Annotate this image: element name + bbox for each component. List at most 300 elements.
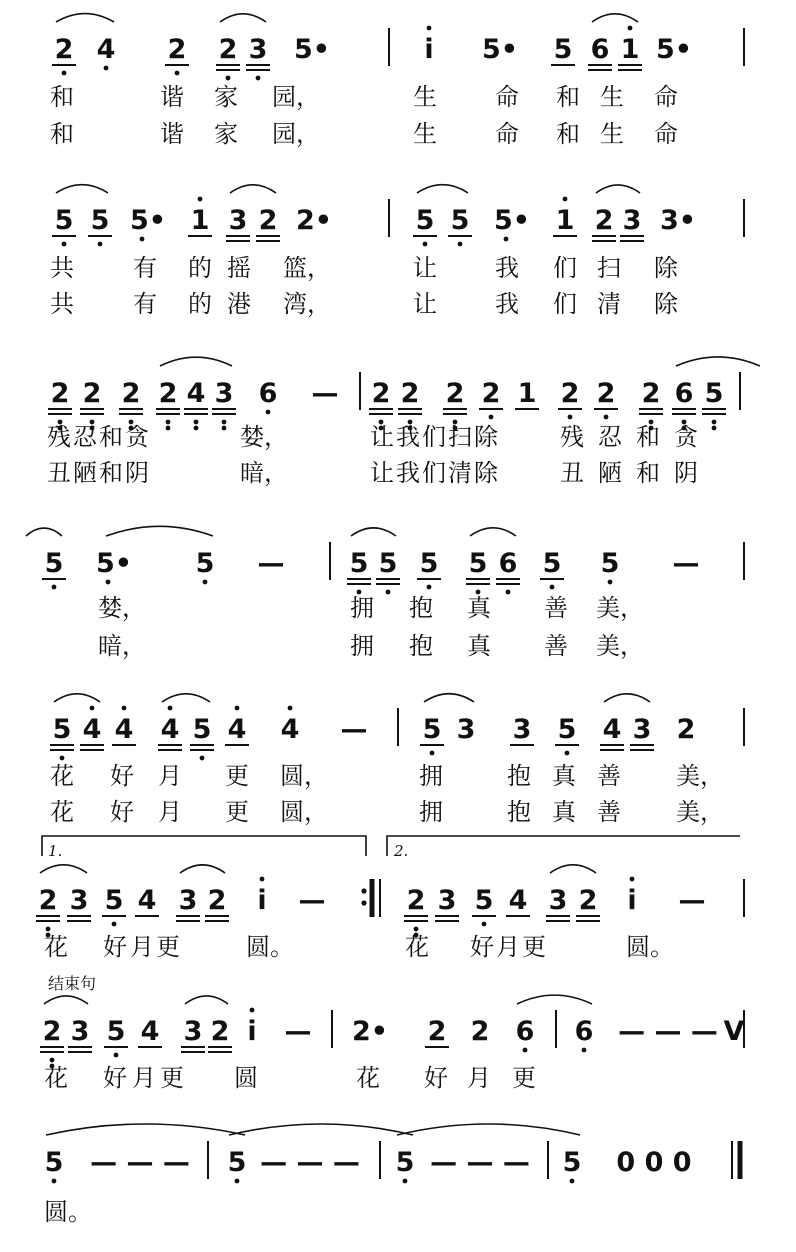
- slur: [676, 357, 760, 366]
- lyric: 和: [636, 423, 660, 451]
- lyric: 除: [474, 459, 498, 487]
- note: — — —: [90, 1147, 190, 1178]
- slur: [517, 995, 592, 1004]
- lyric: 月: [467, 1064, 491, 1092]
- note: 6: [674, 378, 694, 409]
- lyric: 们: [422, 423, 446, 451]
- octave-dot-above: [122, 706, 127, 711]
- octave-dot-below: [46, 927, 51, 932]
- note: 2: [258, 205, 278, 236]
- lyric: 花: [44, 933, 68, 961]
- note: 5: [52, 714, 72, 745]
- octave-dot-below: [114, 1053, 119, 1058]
- note: 5•: [493, 205, 531, 236]
- octave-dot-below: [52, 585, 57, 590]
- lyric: 园，: [272, 83, 320, 111]
- notation-line: [40, 995, 745, 1068]
- octave-dot-below: [504, 237, 509, 242]
- lyric: 丑: [47, 459, 71, 487]
- slur: [397, 1124, 580, 1135]
- octave-dot-below: [482, 922, 487, 927]
- note: 5: [557, 714, 577, 745]
- note: 4: [227, 714, 247, 745]
- note: 5: [349, 548, 369, 579]
- slur: [162, 694, 210, 702]
- lyric: 残: [47, 423, 71, 451]
- lyric: 暗，: [98, 632, 146, 660]
- octave-dot-above: [168, 706, 173, 711]
- note: 2: [371, 378, 391, 409]
- note: 3: [70, 1016, 90, 1047]
- note: 1: [620, 34, 640, 65]
- note: 2: [400, 378, 420, 409]
- octave-dot-below: [140, 237, 145, 242]
- lyric: 和: [556, 83, 580, 111]
- octave-dot-below: [166, 420, 171, 425]
- note: 4: [96, 34, 116, 65]
- note: 3: [622, 205, 642, 236]
- lyric: 我: [495, 290, 519, 318]
- note: 0 0 0: [616, 1147, 692, 1178]
- slur: [604, 694, 650, 702]
- lyric: 花: [50, 798, 74, 826]
- lyric: 善: [597, 798, 621, 826]
- lyric: 和: [50, 83, 74, 111]
- note: 5•: [95, 548, 133, 579]
- note: 6: [590, 34, 610, 65]
- octave-dot-below: [427, 585, 432, 590]
- lyric: 陋: [73, 459, 97, 487]
- note: 2: [121, 378, 141, 409]
- octave-dot-below: [62, 71, 67, 76]
- octave-dot-below: [604, 415, 609, 420]
- lyric: 月: [158, 762, 182, 790]
- lyric: 园，: [272, 120, 320, 148]
- repeat-dot: [361, 900, 366, 905]
- lyric: 美，: [676, 762, 724, 790]
- lyric: 抱: [409, 594, 433, 622]
- note: V: [723, 1016, 745, 1047]
- lyric: 阴: [674, 459, 698, 487]
- note: 5•: [655, 34, 693, 65]
- note: 3: [437, 885, 457, 916]
- octave-dot-below: [226, 76, 231, 81]
- lyric: 丑: [560, 459, 584, 487]
- note: 4: [186, 378, 206, 409]
- lyric: 善: [544, 594, 568, 622]
- lyric: 我: [396, 459, 420, 487]
- octave-dot-below: [256, 76, 261, 81]
- lyric: 花: [44, 1064, 68, 1092]
- note: i: [247, 1016, 257, 1047]
- lyric: 拥: [350, 632, 374, 660]
- slur: [596, 185, 640, 193]
- lyric: 月: [130, 933, 154, 961]
- note: 4: [508, 885, 528, 916]
- lyric: 贪: [125, 423, 149, 451]
- octave-dot-below: [106, 580, 111, 585]
- note: 2: [207, 885, 227, 916]
- note: —: [311, 378, 339, 409]
- note: 2: [158, 378, 178, 409]
- octave-dot-above: [630, 877, 635, 882]
- lyric: 真: [467, 594, 491, 622]
- octave-dot-below: [175, 71, 180, 76]
- lyric: 们: [422, 459, 446, 487]
- octave-dot-below: [98, 242, 103, 247]
- first-ending-bracket: [42, 836, 366, 856]
- lyric: 生: [600, 83, 624, 111]
- note: 1: [190, 205, 210, 236]
- second-ending-label: 2.: [394, 842, 409, 860]
- octave-dot-below: [403, 1179, 408, 1184]
- lyric: 月: [132, 1064, 156, 1092]
- note: 3: [632, 714, 652, 745]
- note: 5: [44, 548, 64, 579]
- note: 2: [427, 1016, 447, 1047]
- note: 3: [183, 1016, 203, 1047]
- octave-dot-above: [288, 706, 293, 711]
- octave-dot-above: [427, 26, 432, 31]
- note: 2: [481, 378, 501, 409]
- lyric: 圆，: [280, 762, 328, 790]
- lyric: 陋: [598, 459, 622, 487]
- note: 5•: [481, 34, 519, 65]
- octave-dot-below: [266, 410, 271, 415]
- note: 2: [42, 1016, 62, 1047]
- note: 6: [258, 378, 278, 409]
- note: 2•: [351, 1016, 389, 1047]
- note: 2: [167, 34, 187, 65]
- lyric: 有: [133, 254, 157, 282]
- note: 2: [218, 34, 238, 65]
- octave-dot-below: [712, 426, 717, 431]
- notation-line: [50, 694, 744, 761]
- lyric: 真: [552, 762, 576, 790]
- lyric: 更: [160, 1064, 184, 1092]
- octave-dot-above: [628, 26, 633, 31]
- octave-dot-below: [523, 1048, 528, 1053]
- lyric: 善: [544, 632, 568, 660]
- repeat-dot: [361, 888, 366, 893]
- notation-line: [26, 526, 744, 594]
- slur: [424, 694, 474, 702]
- lyric: 忍: [598, 423, 622, 451]
- slur: [40, 865, 87, 873]
- octave-dot-below: [550, 585, 555, 590]
- note: 5: [44, 1147, 64, 1178]
- octave-dot-below: [506, 590, 511, 595]
- octave-dot-below: [489, 415, 494, 420]
- note: 3: [512, 714, 532, 745]
- octave-dot-below: [166, 426, 171, 431]
- lyric: 忍: [73, 423, 97, 451]
- note: 3: [178, 885, 198, 916]
- note: 5: [378, 548, 398, 579]
- lyric: 真: [467, 632, 491, 660]
- note: 5: [553, 34, 573, 65]
- note: 5: [90, 205, 110, 236]
- note: 5: [450, 205, 470, 236]
- lyric: 命: [495, 83, 519, 111]
- lyric: 命: [495, 120, 519, 148]
- lyric: 和: [556, 120, 580, 148]
- lyric: 们: [553, 254, 577, 282]
- note: 3: [548, 885, 568, 916]
- note: 5•: [293, 34, 331, 65]
- notation-line: [45, 1124, 740, 1183]
- note: 4: [280, 714, 300, 745]
- notation-line: [52, 14, 744, 81]
- lyric: 让: [413, 290, 437, 318]
- lyric: 我: [396, 423, 420, 451]
- lyric: 命: [654, 83, 678, 111]
- lyric: 有: [133, 290, 157, 318]
- octave-dot-below: [423, 242, 428, 247]
- note: 2: [641, 378, 661, 409]
- octave-dot-below: [235, 1179, 240, 1184]
- octave-dot-below: [104, 66, 109, 71]
- note: 3: [228, 205, 248, 236]
- note: 1: [517, 378, 537, 409]
- note: 2: [578, 885, 598, 916]
- lyric: 让: [370, 459, 394, 487]
- note: 6: [498, 548, 518, 579]
- octave-dot-below: [430, 751, 435, 756]
- lyric: 圆。: [44, 1198, 92, 1226]
- lyric: 家: [214, 120, 238, 148]
- slur: [180, 865, 225, 873]
- note: 4: [114, 714, 134, 745]
- note: 2: [406, 885, 426, 916]
- lyric: 圆，: [280, 798, 328, 826]
- note: 2: [82, 378, 102, 409]
- note: 5: [468, 548, 488, 579]
- note: 2: [560, 378, 580, 409]
- lyric: 圆: [234, 1064, 258, 1092]
- note: —: [298, 885, 326, 916]
- lyric: 好: [424, 1064, 448, 1092]
- lyric: 让: [413, 254, 437, 282]
- lyric: 拥: [419, 762, 443, 790]
- lyrics-layer: [44, 83, 724, 1226]
- lyric: 真: [552, 798, 576, 826]
- note: 5: [104, 885, 124, 916]
- note: 4: [160, 714, 180, 745]
- lyric: 除: [474, 423, 498, 451]
- note: 4: [82, 714, 102, 745]
- slur: [417, 185, 468, 193]
- slur: [26, 528, 62, 536]
- lyric: 暗，: [240, 459, 288, 487]
- slur: [54, 694, 100, 702]
- lyric: 拥: [419, 798, 443, 826]
- lyric: 美，: [596, 594, 644, 622]
- note: 5: [422, 714, 442, 745]
- octave-dot-below: [50, 1058, 55, 1063]
- lyric: 抱: [507, 798, 531, 826]
- note: 5: [54, 205, 74, 236]
- note: 5: [562, 1147, 582, 1178]
- octave-dot-above: [90, 706, 95, 711]
- note: 2: [38, 885, 58, 916]
- note: 5: [415, 205, 435, 236]
- slur: [56, 185, 108, 193]
- note: — — —: [430, 1147, 530, 1178]
- slur: [470, 528, 516, 536]
- lyric: 好: [103, 933, 127, 961]
- lyric: 摇: [227, 254, 251, 282]
- octave-dot-below: [570, 1179, 575, 1184]
- lyric: 花: [356, 1064, 380, 1092]
- note: 5: [195, 548, 215, 579]
- note: 3: [456, 714, 476, 745]
- slur: [46, 1124, 245, 1135]
- lyric: 残: [560, 423, 584, 451]
- note: —: [257, 548, 285, 579]
- ending-phrase-label: 结束句: [48, 974, 97, 993]
- lyric: 港: [227, 290, 251, 318]
- lyric: 湾，: [283, 290, 331, 318]
- note: 3•: [659, 205, 697, 236]
- note: 5: [419, 548, 439, 579]
- lyric: 月: [496, 933, 520, 961]
- note: 5: [395, 1147, 415, 1178]
- slur: [160, 357, 232, 366]
- octave-dot-below: [608, 580, 613, 585]
- slur: [229, 1124, 413, 1135]
- note: 5: [704, 378, 724, 409]
- note: 5: [542, 548, 562, 579]
- note: 5: [227, 1147, 247, 1178]
- octave-dot-below: [568, 415, 573, 420]
- note: 3: [214, 378, 234, 409]
- slur: [592, 14, 638, 22]
- octave-dot-below: [582, 1048, 587, 1053]
- slur: [351, 528, 396, 536]
- lyric: 婪，: [240, 423, 288, 451]
- lyric: 善: [597, 762, 621, 790]
- note: 2: [470, 1016, 490, 1047]
- note: 6: [515, 1016, 535, 1047]
- lyric: 好: [470, 933, 494, 961]
- note: 5: [600, 548, 620, 579]
- slur: [230, 185, 276, 193]
- lyric: 我: [495, 254, 519, 282]
- octave-dot-above: [563, 197, 568, 202]
- lyric: 婪，: [98, 594, 146, 622]
- lyric: 和: [636, 459, 660, 487]
- octave-dot-below: [200, 756, 205, 761]
- lyric: 让: [370, 423, 394, 451]
- slur: [106, 526, 213, 536]
- lyric: 更: [512, 1064, 536, 1092]
- octave-dot-below: [203, 580, 208, 585]
- note: 4: [137, 885, 157, 916]
- note: i: [424, 34, 434, 65]
- lyric: 篮，: [283, 254, 331, 282]
- lyric: 谐: [160, 83, 184, 111]
- note: 2: [596, 378, 616, 409]
- slur: [44, 996, 88, 1004]
- notation-line: [52, 185, 744, 247]
- first-ending-label: 1.: [48, 842, 63, 860]
- note: —: [678, 885, 706, 916]
- note: 3: [248, 34, 268, 65]
- lyric: 圆。: [626, 933, 674, 961]
- lyric: 生: [600, 120, 624, 148]
- lyric: 拥: [350, 594, 374, 622]
- octave-dot-below: [194, 426, 199, 431]
- lyric: 抱: [409, 632, 433, 660]
- lyric: 生: [413, 83, 437, 111]
- octave-dot-below: [62, 242, 67, 247]
- octave-dot-below: [222, 426, 227, 431]
- lyric: 们: [553, 290, 577, 318]
- lyric: 圆。: [246, 933, 294, 961]
- octave-dot-below: [458, 242, 463, 247]
- note: 5: [106, 1016, 126, 1047]
- note: 5: [192, 714, 212, 745]
- note: 2: [676, 714, 696, 745]
- octave-dot-below: [386, 590, 391, 595]
- note: 2: [445, 378, 465, 409]
- notation-line: [36, 865, 744, 938]
- octave-dot-below: [222, 420, 227, 425]
- note: —: [672, 548, 700, 579]
- note: —: [340, 714, 368, 745]
- lyric: 更: [522, 933, 546, 961]
- lyric: 更: [225, 762, 249, 790]
- lyric: 美，: [596, 632, 644, 660]
- note: 5•: [129, 205, 167, 236]
- second-ending-bracket: [387, 836, 740, 856]
- lyric: 和: [99, 423, 123, 451]
- volta-brackets: [42, 836, 740, 860]
- lyric: 除: [654, 290, 678, 318]
- octave-dot-below: [414, 927, 419, 932]
- lyric: 共: [50, 290, 74, 318]
- octave-dot-below: [60, 756, 65, 761]
- slur: [185, 996, 228, 1004]
- lyric: 扫: [448, 423, 472, 451]
- note: 6: [574, 1016, 594, 1047]
- lyric: 贪: [674, 423, 698, 451]
- lyric: 美，: [676, 798, 724, 826]
- lyric: 的: [188, 290, 212, 318]
- lyric: 花: [50, 762, 74, 790]
- note: i: [257, 885, 267, 916]
- lyric: 清: [597, 290, 621, 318]
- octave-dot-above: [250, 1008, 255, 1013]
- note: i: [627, 885, 637, 916]
- lyric: 家: [214, 83, 238, 111]
- octave-dot-below: [565, 751, 570, 756]
- lyric: 共: [50, 254, 74, 282]
- lyric: 和: [99, 459, 123, 487]
- note: 2•: [295, 205, 333, 236]
- note: —: [284, 1016, 312, 1047]
- note: 1: [555, 205, 575, 236]
- notation-line: [48, 357, 760, 431]
- lyric: 生: [413, 120, 437, 148]
- octave-dot-below: [52, 1179, 57, 1184]
- lyric: 阴: [125, 459, 149, 487]
- lyric: 抱: [507, 762, 531, 790]
- lyric: 好: [110, 762, 134, 790]
- octave-dot-below: [712, 420, 717, 425]
- note: — — —: [618, 1016, 718, 1047]
